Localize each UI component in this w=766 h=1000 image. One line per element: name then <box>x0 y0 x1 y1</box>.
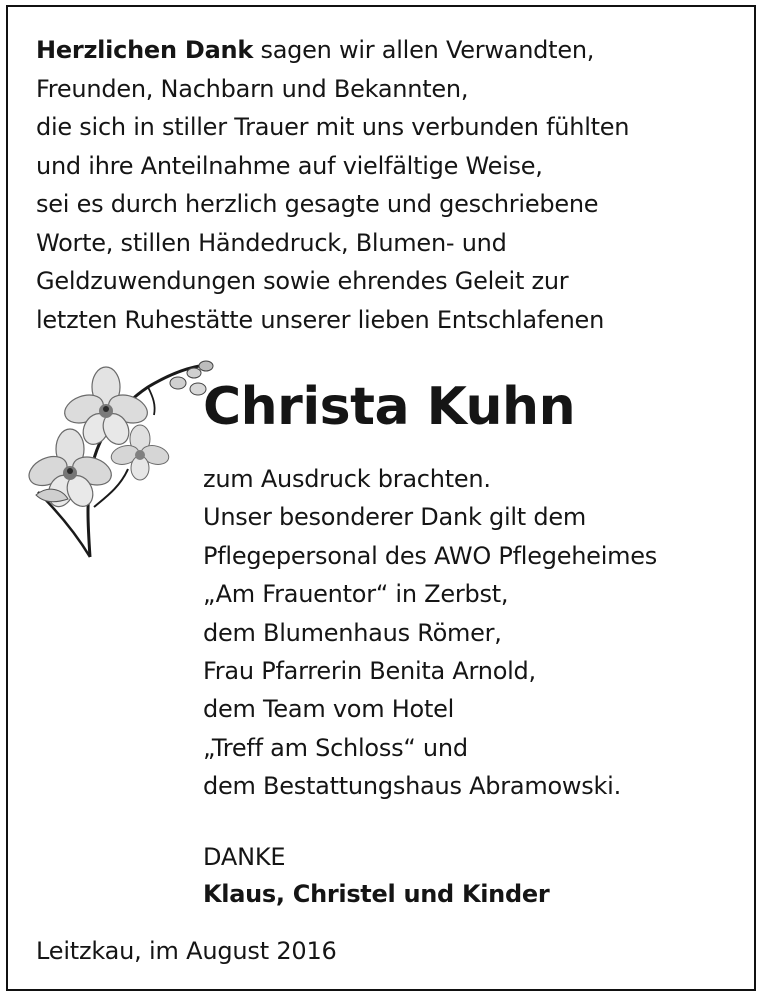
intro-line: und ihre Anteilnahme auf vielfältige Weise, <box>36 151 543 180</box>
thanks-line: Pflegepersonal des AWO Pflegeheimes <box>203 541 658 570</box>
deceased-name: Christa Kuhn <box>203 377 576 437</box>
thanks-line: Unser besonderer Dank gilt dem <box>203 503 586 532</box>
thanks-line: zum Ausdruck brachten. <box>203 465 491 493</box>
thanks-line: dem Bestattungshaus Abramowski. <box>203 772 621 801</box>
intro-line: letzten Ruhestätte unserer lieben Entschlafenen <box>36 305 605 334</box>
intro-line: Worte, stillen Händedruck, Blumen- und <box>36 228 507 257</box>
obituary-notice <box>6 5 756 991</box>
thanks-line: „Am Frauentor“ in Zerbst, <box>203 580 509 609</box>
signers: Klaus, Christel und Kinder <box>203 880 550 908</box>
intro-line-rest: sagen wir allen Verwandten, <box>253 36 595 64</box>
intro-line: Freunden, Nachbarn und Bekannten, <box>36 74 469 103</box>
thanks-paragraph <box>203 460 657 806</box>
intro-lead: Herzlichen Dank <box>36 36 254 64</box>
place-date: Leitzkau, im August 2016 <box>36 937 337 965</box>
thanks-line: dem Team vom Hotel <box>203 695 455 724</box>
thanks-line: Frau Pfarrerin Benita Arnold, <box>203 657 536 686</box>
orchid-icon <box>28 357 218 562</box>
danke-label: DANKE <box>203 843 286 871</box>
intro-line <box>36 31 736 70</box>
intro-line: die sich in stiller Trauer mit uns verbunden fühlten <box>36 113 630 141</box>
thanks-line: „Treff am Schloss“ und <box>203 733 468 762</box>
intro-paragraph <box>36 31 736 339</box>
intro-line: Geldzuwendungen sowie ehrendes Geleit zur <box>36 267 569 295</box>
thanks-line: dem Blumenhaus Römer, <box>203 618 502 647</box>
intro-line: sei es durch herzlich gesagte und geschriebene <box>36 190 599 218</box>
